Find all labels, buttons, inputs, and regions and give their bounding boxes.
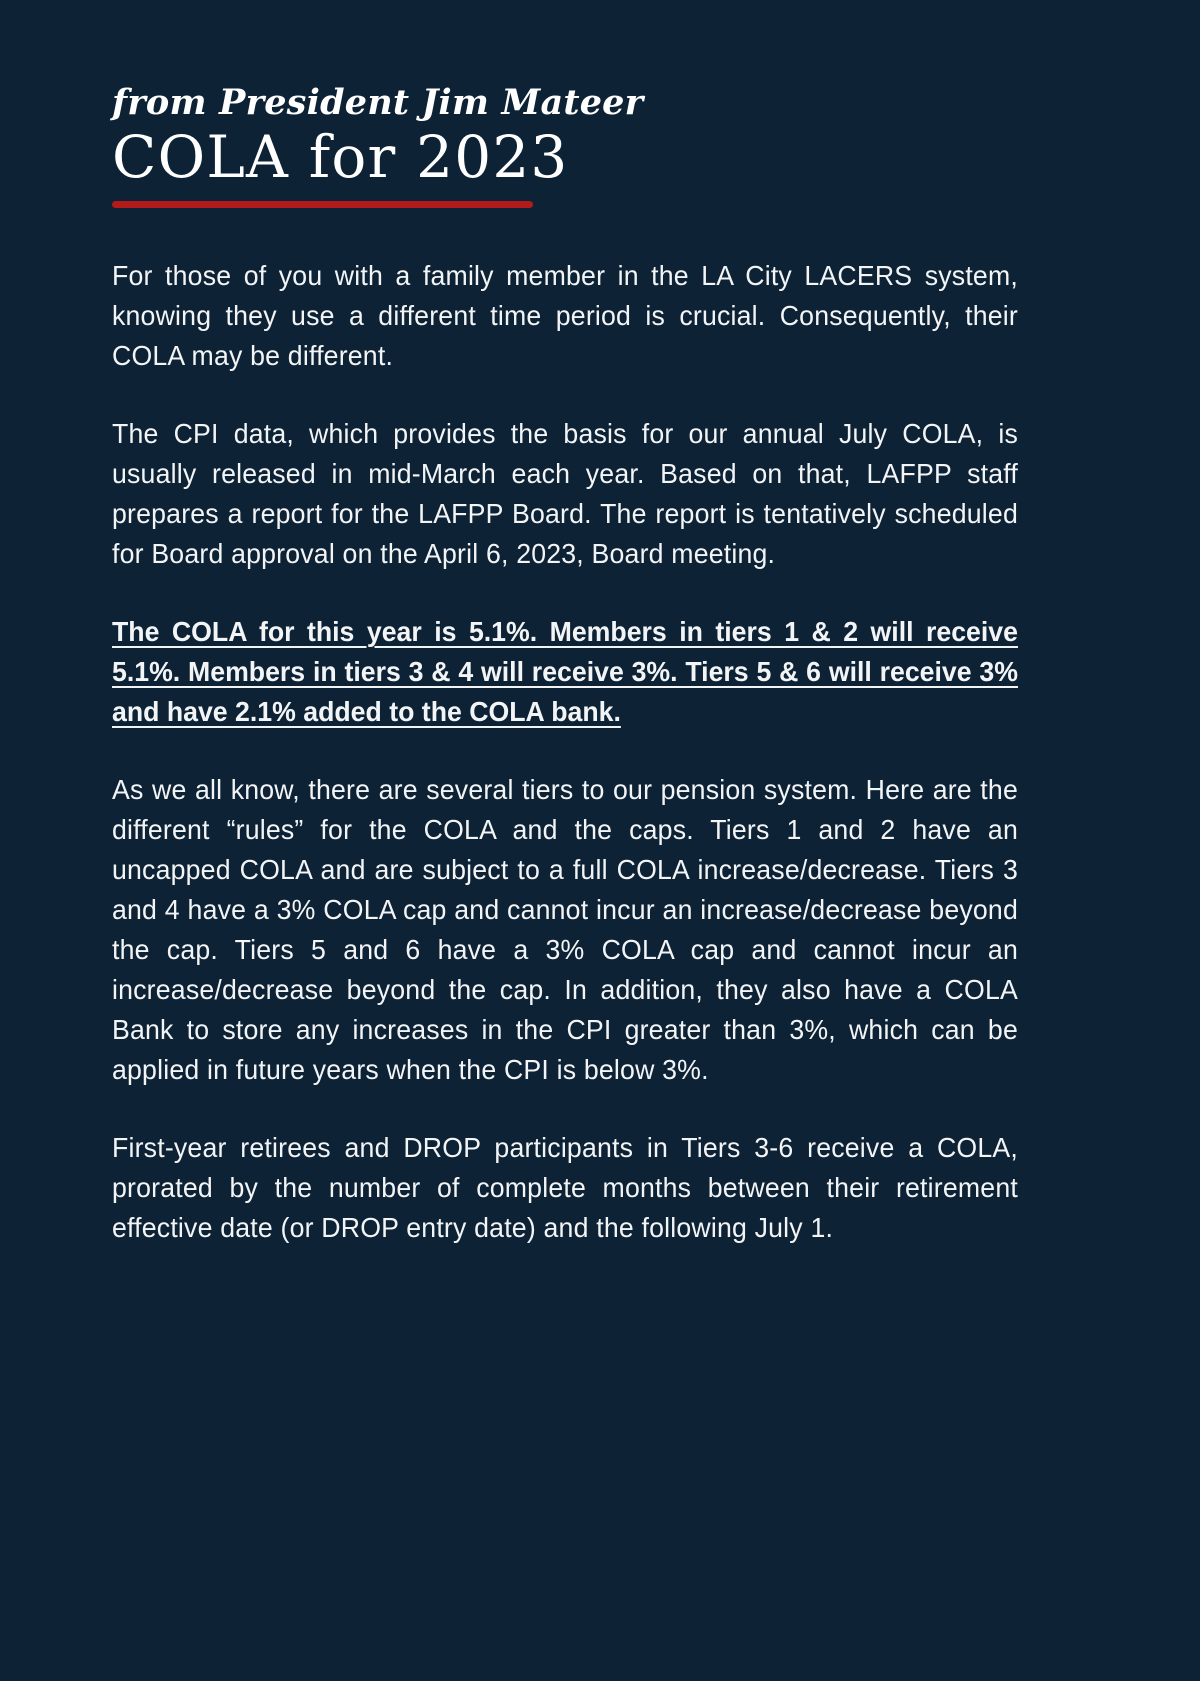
paragraph-cpi-schedule: The CPI data, which provides the basis for our annual July COLA, is usually released in mid-March each year. Based on that, LAFPP staff prepares a report for the LAFPP Board. The report is tentatively scheduled for Board approval on the April 6, 2023, Board meeting. <box>112 417 1018 569</box>
page-title: COLA for 2023 <box>112 122 569 191</box>
paragraph-tier-rules: As we all know, there are several tiers to our pension system. Here are the different “rules” for the COLA and the caps. Tiers 1 and 2 have an uncapped COLA and are subject to a full COLA increase/decrease. Tiers 3 and 4 have a 3% COLA cap and cannot incur an increase/decrease beyond the cap. Tiers 5 and 6 have a 3% COLA cap and cannot incur an increase/decrease beyond the cap. In addition, they also have a COLA Bank to store any increases in the CPI greater than 3%, which can be applied in future years when the CPI is below 3%. <box>112 773 1018 1085</box>
paragraph-first-year-retirees: First-year retirees and DROP participants in Tiers 3-6 receive a COLA, prorated by the number of complete months between their retirement effective date (or DROP entry date) and the following July 1. <box>112 1131 1018 1243</box>
article-body <box>112 256 1018 1248</box>
article-container <box>112 0 1018 1248</box>
paragraph-intro: For those of you with a family member in the LA City LACERS system, knowing they use a different time period is crucial. Consequently, their COLA may be different. <box>112 259 1018 371</box>
article-kicker: from President Jim Mateer <box>112 82 644 123</box>
article-header <box>112 0 1018 208</box>
accent-divider <box>112 201 533 208</box>
paragraph-cola-announcement: The COLA for this year is 5.1%. Members in tiers 1 & 2 will receive 5.1%. Members in tiers 3 & 4 will receive 3%. Tiers 5 & 6 will receive 3% and have 2.1% added to the COLA bank. <box>112 615 1018 727</box>
